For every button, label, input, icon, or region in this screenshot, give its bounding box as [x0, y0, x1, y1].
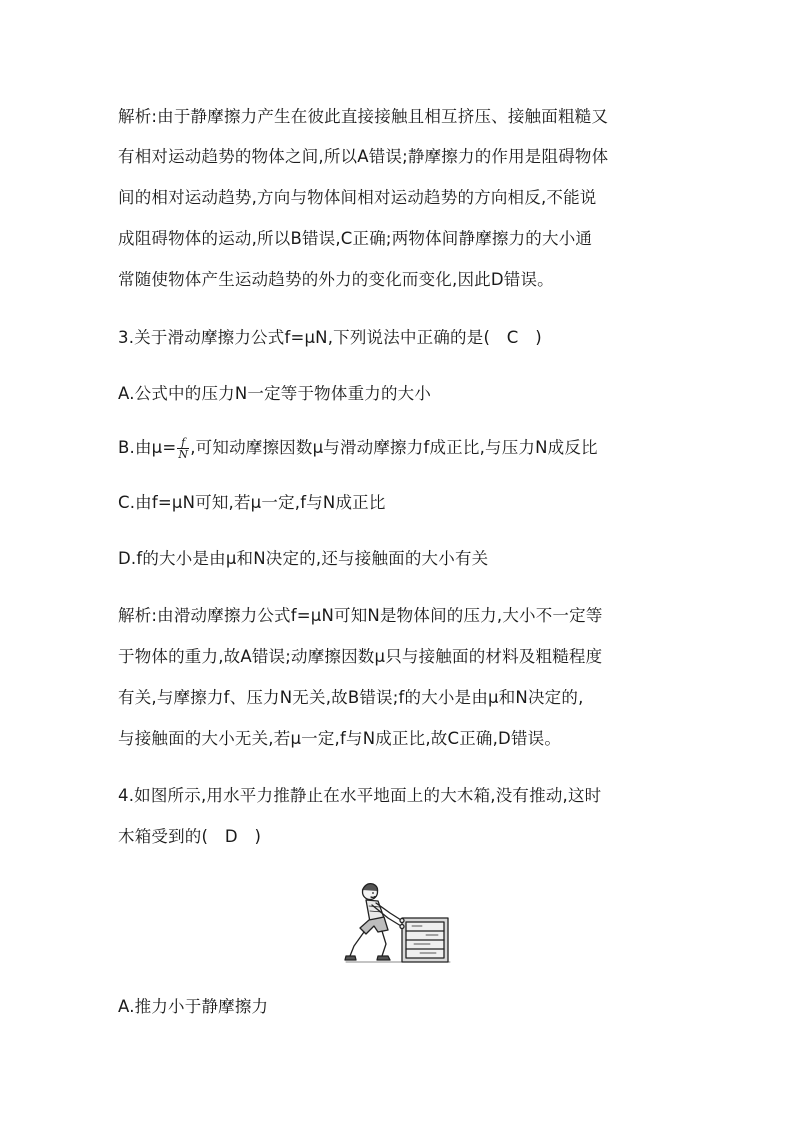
question-4-option-a: A.推力小于静摩擦力	[118, 997, 269, 1016]
boy-figure	[345, 884, 404, 960]
analysis-2-line-3: 间的相对运动趋势,方向与物体间相对运动趋势的方向相反,不能说	[118, 188, 597, 207]
analysis-3-line-4: 与接触面的大小无关,若μ一定,f与N成正比,故C正确,D错误。	[118, 729, 562, 748]
analysis-3-line-2: 于物体的重力,故A错误;动摩擦因数μ只与接触面的材料及粗糙程度	[118, 647, 603, 666]
question-4-stem-line-1: 4.如图所示,用水平力推静止在水平地面上的大木箱,没有推动,这时	[118, 786, 602, 805]
formula-fraction	[177, 437, 189, 460]
option-b-prefix: B.由μ=	[118, 438, 177, 457]
question-3-stem: 3.关于滑动摩擦力公式f=μN,下列说法中正确的是( C )	[118, 328, 542, 347]
wooden-crate	[402, 918, 448, 962]
question-4-stem-line-2: 木箱受到的( D )	[118, 827, 262, 846]
analysis-2-line-1: 解析:由于静摩擦力产生在彼此直接接触且相互挤压、接触面粗糙又	[118, 107, 609, 126]
boy-pushing-crate-illustration	[342, 880, 452, 966]
analysis-3-line-1: 解析:由滑动摩擦力公式f=μN可知N是物体间的压力,大小不一定等	[118, 606, 603, 625]
question-3-option-c: C.由f=μN可知,若μ一定,f与N成正比	[118, 493, 386, 512]
analysis-2-line-2: 有相对运动趋势的物体之间,所以A错误;静摩擦力的作用是阻碍物体	[118, 147, 609, 166]
question-3-option-b	[118, 437, 598, 460]
option-b-suffix: ,可知动摩擦因数μ与滑动摩擦力f成正比,与压力N成反比	[190, 438, 598, 457]
analysis-2-line-5: 常随使物体产生运动趋势的外力的变化而变化,因此D错误。	[118, 270, 554, 289]
question-3-option-a: A.公式中的压力N一定等于物体重力的大小	[118, 384, 432, 403]
analysis-3-line-3: 有关,与摩擦力f、压力N无关,故B错误;f的大小是由μ和N决定的,	[118, 688, 584, 707]
fraction-denominator: N	[178, 448, 189, 461]
analysis-2-line-4: 成阻碍物体的运动,所以B错误,C正确;两物体间静摩擦力的大小通	[118, 229, 593, 248]
question-3-option-d: D.f的大小是由μ和N决定的,还与接触面的大小有关	[118, 549, 489, 568]
fraction-numerator: f	[177, 437, 189, 449]
